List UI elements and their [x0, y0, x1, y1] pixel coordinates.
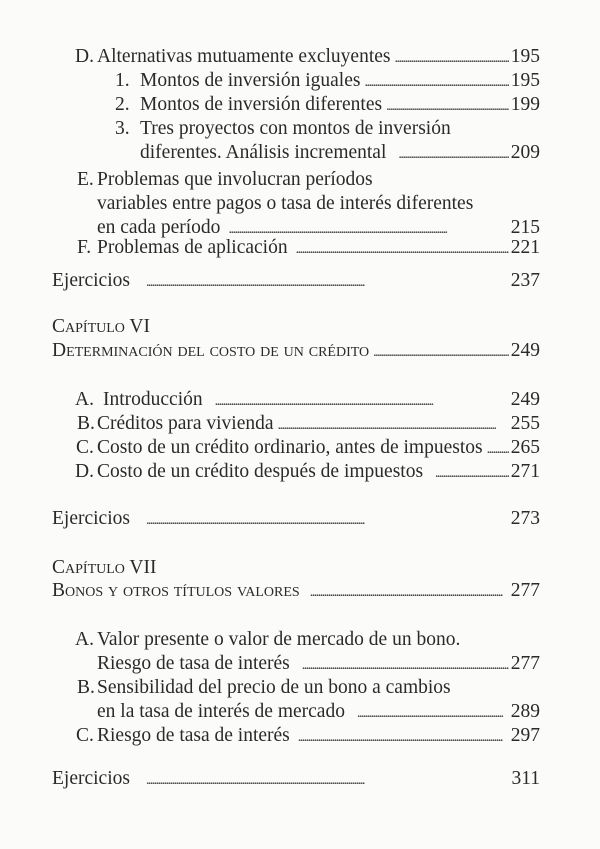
dot-leader	[435, 460, 509, 486]
entry-label: diferentes. Análisis incremental	[140, 142, 387, 163]
page-number: 271	[510, 461, 540, 482]
entry-marker: A.	[75, 389, 94, 410]
toc-exercises	[52, 507, 540, 531]
entry-label: Montos de inversión diferentes	[140, 94, 383, 115]
chapter-title-entry	[52, 579, 540, 603]
page-number: 221	[510, 237, 540, 258]
entry-marker: C.	[76, 725, 94, 746]
chapter-heading	[52, 556, 156, 580]
page-number: 195	[510, 70, 540, 91]
toc-entry-continued	[140, 141, 540, 165]
chapter-number: Capítulo VII	[52, 557, 157, 578]
toc-entry	[75, 460, 540, 484]
entry-label: variables entre pagos o tasa de interés diferentes	[97, 193, 474, 214]
page-number: 255	[510, 413, 540, 434]
page-number: 237	[510, 270, 540, 291]
entry-marker: 3.	[115, 118, 130, 139]
toc-exercises	[52, 269, 540, 293]
entry-label: Introducción	[103, 389, 203, 410]
toc-entry-continued	[97, 652, 540, 676]
dot-leader	[487, 436, 509, 462]
chapter-title-entry	[52, 339, 540, 363]
entry-label: Montos de inversión iguales	[140, 70, 361, 91]
dot-leader	[357, 700, 503, 726]
page-number: 277	[510, 580, 540, 601]
entry-label: Riesgo de tasa de interés	[97, 725, 290, 746]
dot-leader	[296, 236, 509, 262]
page-number: 195	[510, 46, 540, 67]
page-number: 199	[510, 94, 540, 115]
toc-entry	[115, 117, 451, 141]
entry-marker: B.	[77, 413, 95, 434]
entry-label: Valor presente o valor de mercado de un bono.	[97, 629, 461, 650]
chapter-number: Capítulo VI	[52, 316, 150, 337]
dot-leader	[394, 45, 508, 71]
toc-entry-continued	[97, 192, 473, 216]
page-number: 277	[510, 653, 540, 674]
toc-exercises	[52, 767, 540, 791]
entry-marker: 1.	[115, 70, 130, 91]
dot-leader	[146, 507, 509, 533]
dot-leader	[278, 412, 509, 438]
entry-marker: D.	[75, 46, 94, 67]
entry-label: Ejercicios	[52, 508, 130, 529]
entry-label: Problemas de aplicación	[97, 237, 288, 258]
dot-leader	[373, 339, 509, 365]
page-number: 273	[510, 508, 540, 529]
entry-label: Tres proyectos con montos de inversión	[140, 118, 451, 139]
page-number: 209	[510, 142, 540, 163]
page-number: 289	[510, 701, 540, 722]
entry-label: Costo de un crédito después de impuestos	[97, 461, 424, 482]
dot-leader	[215, 388, 509, 414]
entry-marker: E.	[77, 169, 94, 190]
entry-label: Riesgo de tasa de interés	[97, 653, 290, 674]
entry-label: en la tasa de interés de mercado	[97, 701, 345, 722]
entry-marker: C.	[76, 437, 94, 458]
page-number: 311	[511, 768, 540, 789]
entry-label: Problemas que involucran períodos	[97, 169, 373, 190]
dot-leader	[146, 269, 503, 295]
chapter-title: Determinación del costo de un crédito	[52, 340, 370, 361]
entry-label: Costo de un crédito ordinario, antes de impuestos	[97, 437, 483, 458]
page-number: 265	[510, 437, 540, 458]
toc-entry	[77, 412, 540, 436]
dot-leader	[302, 652, 509, 678]
entry-marker: 2.	[115, 94, 130, 115]
toc-entry	[77, 168, 373, 192]
entry-label: Sensibilidad del precio de un bono a cambios	[97, 677, 451, 698]
toc-entry	[75, 628, 460, 652]
dot-leader	[386, 93, 509, 119]
entry-label: Ejercicios	[52, 270, 130, 291]
chapter-title: Bonos y otros títulos valores	[52, 580, 300, 601]
page-number: 297	[510, 725, 540, 746]
toc-entry	[76, 436, 540, 460]
entry-label: Alternativas mutuamente excluyentes	[97, 46, 391, 67]
dot-leader	[364, 69, 508, 95]
page-number: 249	[510, 389, 540, 410]
dot-leader	[146, 767, 510, 793]
entry-label: en cada período	[97, 217, 221, 238]
entry-marker: B.	[77, 677, 95, 698]
dot-leader	[298, 724, 503, 750]
toc-entry	[115, 93, 540, 117]
entry-marker: F.	[77, 237, 92, 258]
entry-label: Ejercicios	[52, 768, 130, 789]
toc-entry-continued	[97, 700, 540, 724]
toc-entry	[115, 69, 540, 93]
toc-entry	[76, 724, 540, 748]
toc-entry	[77, 676, 451, 700]
chapter-heading	[52, 315, 150, 339]
dot-leader	[310, 579, 503, 605]
entry-marker: D.	[75, 461, 94, 482]
page-number: 215	[510, 217, 540, 238]
toc-entry	[75, 45, 540, 69]
toc-entry	[77, 236, 540, 260]
entry-label: Créditos para vivienda	[97, 413, 274, 434]
dot-leader	[398, 141, 508, 167]
toc-entry	[75, 388, 540, 412]
entry-marker: A.	[75, 629, 94, 650]
page-number: 249	[510, 340, 540, 361]
